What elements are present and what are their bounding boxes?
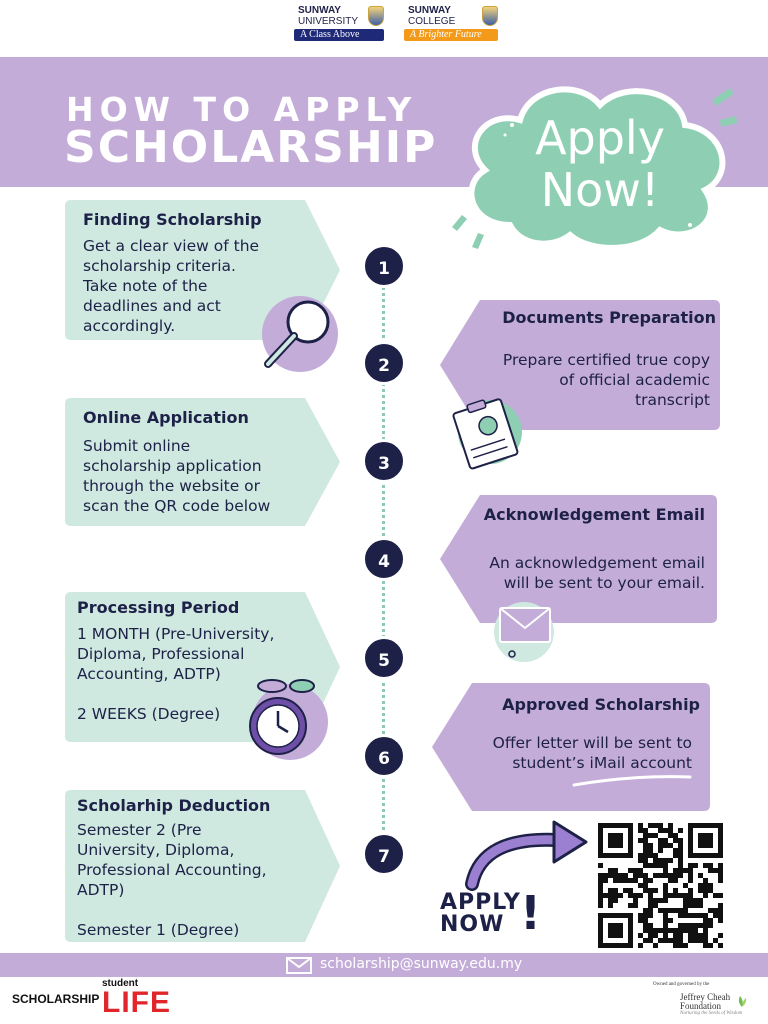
step-text: Offer letter will be sent to student’s iMail account (492, 734, 692, 772)
step-title: Approved Scholarship (502, 695, 700, 714)
step-number-5: 5 (362, 636, 406, 680)
apply-now-line1: APPLY (440, 890, 521, 915)
arrow-icon (462, 818, 592, 894)
crest-icon (482, 6, 498, 26)
apply-now-cloud-text: Apply Now! (535, 111, 665, 217)
apply-now-text (440, 886, 542, 940)
page-title-line1: HOW TO APPLY (66, 90, 418, 129)
underline-swoosh-icon (572, 773, 692, 787)
foundation-name: Jeffrey Cheah Foundation (680, 992, 731, 1011)
step-text: 1 MONTH (Pre-University, Diploma, Professional Accounting, ADTP) 2 WEEKS (Degree) (77, 625, 275, 723)
envelope-icon (484, 598, 564, 664)
contact-email[interactable]: scholarship@sunway.edu.my (320, 956, 523, 972)
step-title: Scholarhip Deduction (77, 796, 271, 815)
magnifier-icon (254, 292, 346, 378)
foundation-leaf-icon (735, 994, 749, 1008)
owned-by-text: Owned and governed by the (653, 982, 710, 987)
foundation-tagline: Nurturing the Seeds of Wisdom (680, 1011, 743, 1016)
step-number-2: 2 (362, 341, 406, 385)
step-number-3: 3 (362, 439, 406, 483)
step-number-6: 6 (362, 734, 406, 778)
step-title: Processing Period (77, 598, 240, 617)
step-text: An acknowledgement email will be sent to your email. (489, 554, 705, 592)
step-text: Semester 2 (Pre University, Diploma, Professional Accounting, ADTP) Semester 1 (Degree) (77, 821, 267, 939)
apply-now-exclamation: ! (520, 886, 542, 940)
qr-code-graphic (596, 822, 726, 950)
step-title: Online Application (83, 408, 249, 427)
college-logo-sub: COLLEGE (408, 16, 456, 27)
step-card-7 (65, 790, 340, 942)
step-text: Get a clear view of the scholarship criteria. Take note of the deadlines and act accordingly. (83, 237, 260, 335)
apply-now-line2: NOW (440, 912, 505, 937)
step-card-3 (65, 398, 340, 526)
step-title: Acknowledgement Email (483, 505, 705, 524)
qr-code-icon[interactable] (596, 822, 726, 950)
step-text: Prepare certified true copy of official academic transcript (502, 351, 710, 409)
scholarship-footer-logo: SCHOLARSHIP (12, 992, 100, 1006)
crest-icon (368, 6, 384, 26)
step-card-6 (432, 683, 710, 811)
clipboard-icon (446, 392, 530, 470)
step-number-1: 1 (362, 244, 406, 288)
student-life-logo (102, 978, 171, 1017)
college-logo-tagline: A Brighter Future (404, 29, 498, 41)
university-logo-tagline: A Class Above (294, 29, 384, 41)
university-logo-sub: UNIVERSITY (298, 16, 359, 27)
university-logo-name: SUNWAY (298, 5, 341, 16)
step-number-4: 4 (362, 537, 406, 581)
college-logo-name: SUNWAY (408, 5, 451, 16)
contact-bar (0, 953, 768, 977)
step-number-7: 7 (362, 832, 406, 876)
step-card-4 (440, 495, 717, 623)
mail-icon (286, 957, 312, 974)
step-text: Submit online scholarship application through the website or scan the QR code below (83, 437, 271, 515)
page-title-line2: SCHOLARSHIP (64, 122, 438, 173)
student-life-big: LIFE (102, 986, 171, 1019)
sunway-college-logo (404, 6, 498, 41)
sunway-university-logo (294, 6, 384, 41)
alarm-clock-icon (242, 676, 332, 762)
student-life-small: student (102, 978, 139, 989)
step-title: Documents Preparation (502, 308, 716, 327)
step-title: Finding Scholarship (83, 210, 262, 229)
